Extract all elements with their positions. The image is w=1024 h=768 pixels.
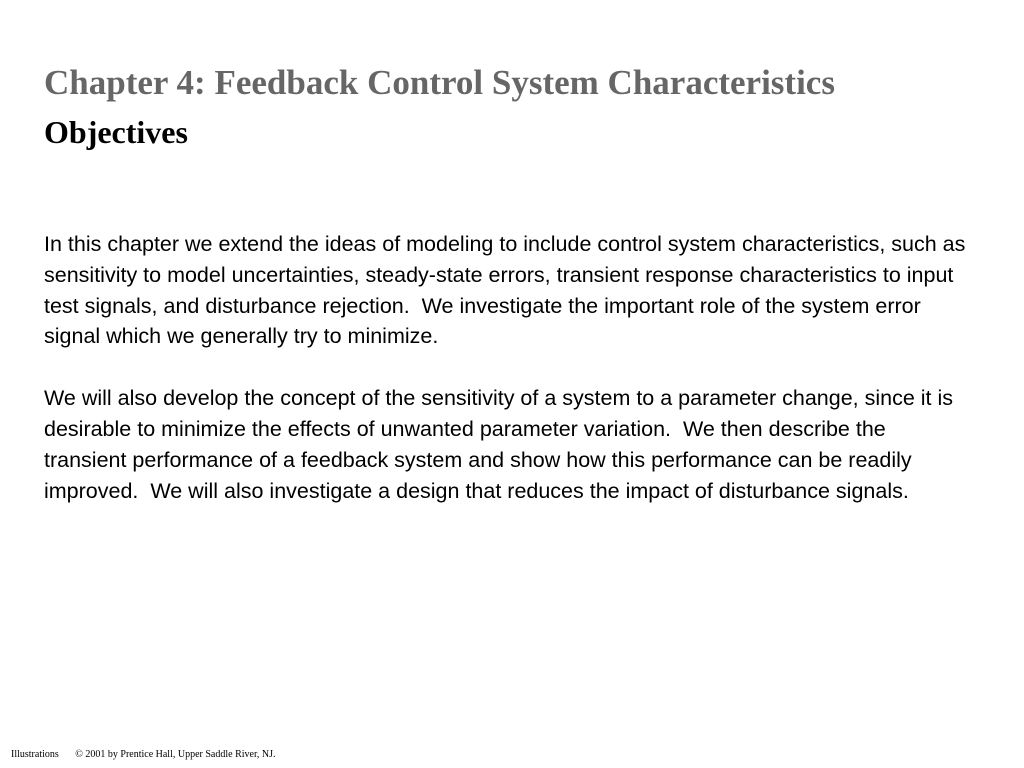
footer-copyright: © 2001 by Prentice Hall, Upper Saddle River, NJ. xyxy=(75,749,276,760)
section-title: Objectives xyxy=(44,114,188,150)
footer-label: Illustrations xyxy=(11,749,59,760)
footer xyxy=(11,749,276,761)
body-paragraph-1: In this chapter we extend the ideas of modeling to include control system characteristics, such as sensitivity to model uncertainties, steady-state errors, transient response characteristics to input test signals, and disturbance rejection. We investigate the important role of the system error signal which we generally try to minimize. xyxy=(44,232,972,349)
chapter-title: Chapter 4: Feedback Control System Characteristics xyxy=(44,63,835,102)
slide-body xyxy=(44,229,974,537)
body-paragraph-2: We will also develop the concept of the sensitivity of a system to a parameter change, since it is desirable to minimize the effects of unwanted parameter variation. We then describe the transient performance of a feedback system and show how this performance can be readily improved. We will also investigate a design that reduces the impact of disturbance signals. xyxy=(44,386,960,503)
